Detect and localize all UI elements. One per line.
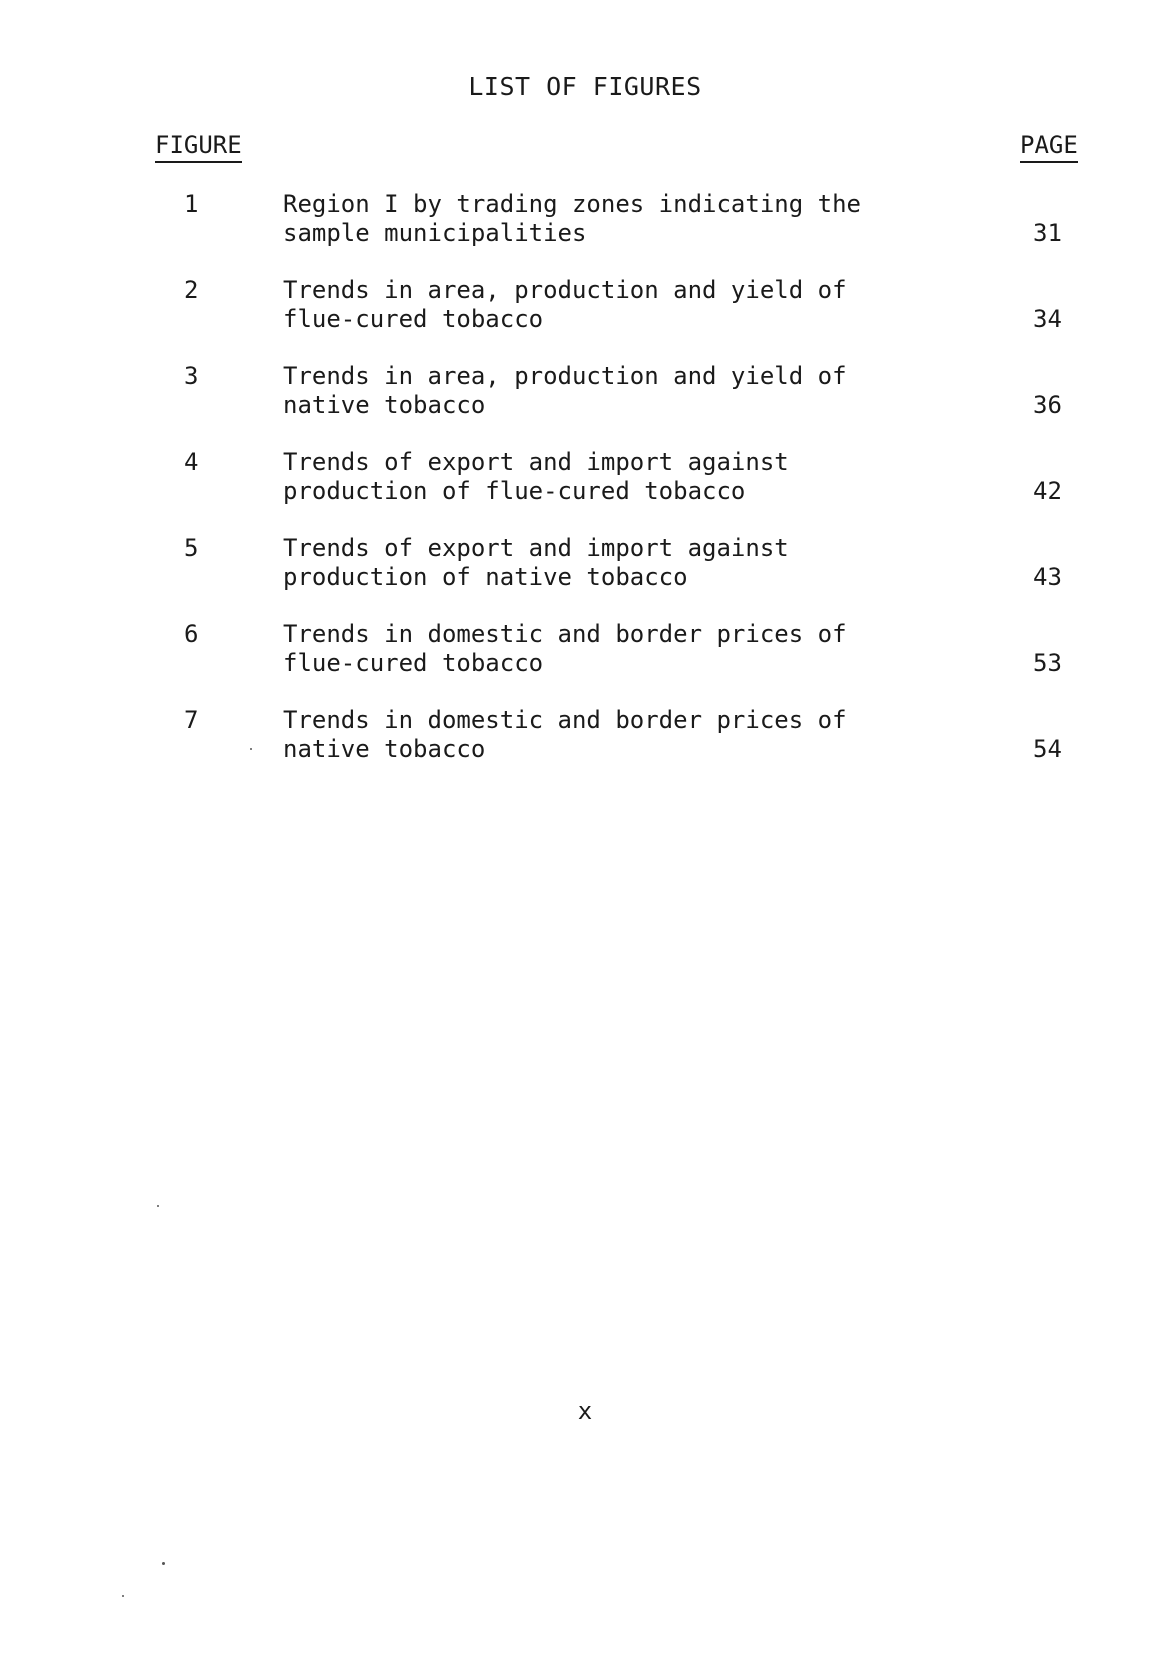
figure-entry [0, 362, 1170, 424]
figure-entry [0, 448, 1170, 510]
figure-description-line: Region I by trading zones indicating the [283, 190, 861, 218]
page-folio: x [577, 1397, 593, 1425]
figure-description-line: native tobacco [283, 391, 486, 419]
figure-entry [0, 706, 1170, 768]
figure-description-line: Trends in domestic and border prices of [283, 706, 847, 734]
figure-description-line: sample municipalities [283, 219, 587, 247]
figure-column-header: FIGURE [155, 130, 242, 163]
figure-description [283, 706, 883, 764]
figure-number: 3 [184, 362, 199, 390]
figure-number: 6 [184, 620, 199, 648]
scan-speck [250, 748, 252, 750]
scan-speck [162, 1562, 165, 1565]
figure-description [283, 276, 883, 334]
figure-description-line: production of native tobacco [283, 563, 688, 591]
figure-page-number: 34 [1033, 305, 1062, 333]
figure-page-number: 31 [1033, 219, 1062, 247]
figure-entry [0, 276, 1170, 338]
figure-page-number: 53 [1033, 649, 1062, 677]
figure-description [283, 620, 883, 678]
figure-entry [0, 620, 1170, 682]
figure-description-line: Trends in domestic and border prices of [283, 620, 847, 648]
figure-number: 2 [184, 276, 199, 304]
figure-page-number: 42 [1033, 477, 1062, 505]
figure-description-line: Trends of export and import against [283, 534, 789, 562]
figure-description-line: Trends in area, production and yield of [283, 276, 847, 304]
figure-number: 7 [184, 706, 199, 734]
figure-description [283, 534, 883, 592]
figure-description-line: native tobacco [283, 735, 486, 763]
scan-speck [157, 1205, 159, 1207]
figure-description [283, 362, 883, 420]
figure-description-line: flue-cured tobacco [283, 649, 544, 677]
figure-description-line: production of flue-cured tobacco [283, 477, 746, 505]
figure-description [283, 190, 883, 248]
figure-description-line: flue-cured tobacco [283, 305, 544, 333]
figure-entry [0, 190, 1170, 252]
figure-description [283, 448, 883, 506]
figure-number: 1 [184, 190, 199, 218]
figure-number: 4 [184, 448, 199, 476]
page-column-header: PAGE [1020, 130, 1078, 163]
figure-number: 5 [184, 534, 199, 562]
figure-page-number: 54 [1033, 735, 1062, 763]
figure-page-number: 43 [1033, 563, 1062, 591]
figure-page-number: 36 [1033, 391, 1062, 419]
scan-speck [122, 1595, 124, 1597]
page-title: LIST OF FIGURES [468, 72, 702, 101]
figure-description-line: Trends of export and import against [283, 448, 789, 476]
figure-description-line: Trends in area, production and yield of [283, 362, 847, 390]
figure-entry [0, 534, 1170, 596]
